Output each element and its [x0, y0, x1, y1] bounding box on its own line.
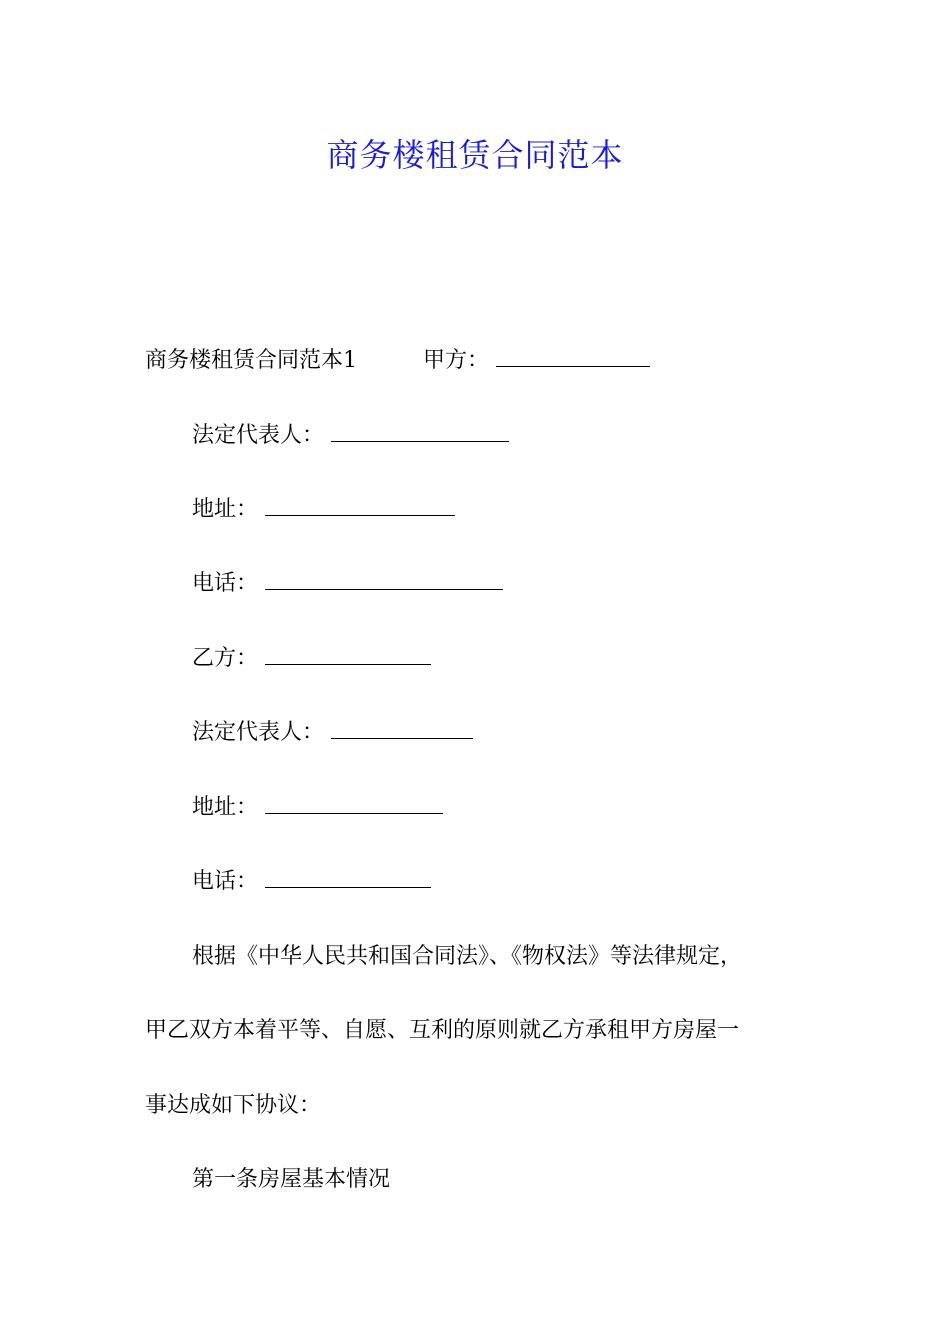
party-b-rep-blank [331, 718, 473, 739]
party-b-address-label: 地址： [192, 795, 259, 820]
party-a-phone-line [192, 569, 503, 599]
party-a-address-blank [265, 495, 455, 516]
party-a-address-line [192, 495, 455, 525]
intro-paragraph-line-1: 根据《中华人民共和国合同法》、《物权法》等法律规定， [192, 944, 743, 969]
party-a-address-label: 地址： [192, 497, 259, 522]
intro-paragraph-line-3: 事达成如下协议： [145, 1093, 322, 1118]
party-b-rep-label: 法定代表人： [192, 720, 325, 745]
party-b-blank [265, 644, 431, 665]
party-b-label: 乙方： [192, 646, 259, 671]
party-b-address-line [192, 793, 443, 823]
party-a-rep-line [192, 421, 509, 451]
party-b-phone-label: 电话： [192, 869, 259, 894]
party-a-blank [496, 346, 650, 367]
party-b-line [192, 644, 431, 674]
party-b-rep-line [192, 718, 473, 748]
party-a-phone-blank [265, 569, 503, 590]
party-a-label: 甲方： [423, 348, 490, 373]
heading-label: 商务楼租赁合同范本1 [145, 348, 357, 373]
document-title: 商务楼租赁合同范本 [326, 136, 624, 174]
intro-paragraph-line-2: 甲乙双方本着平等、自愿、互利的原则就乙方承租甲方房屋一 [145, 1018, 740, 1043]
party-a-rep-blank [331, 421, 509, 442]
party-a-phone-label: 电话： [192, 571, 259, 596]
party-b-phone-line [192, 867, 431, 897]
article-1-heading: 第一条房屋基本情况 [192, 1167, 391, 1192]
heading-line [145, 346, 650, 376]
party-a-rep-label: 法定代表人： [192, 423, 325, 448]
party-b-address-blank [265, 793, 443, 814]
party-b-phone-blank [265, 867, 431, 888]
